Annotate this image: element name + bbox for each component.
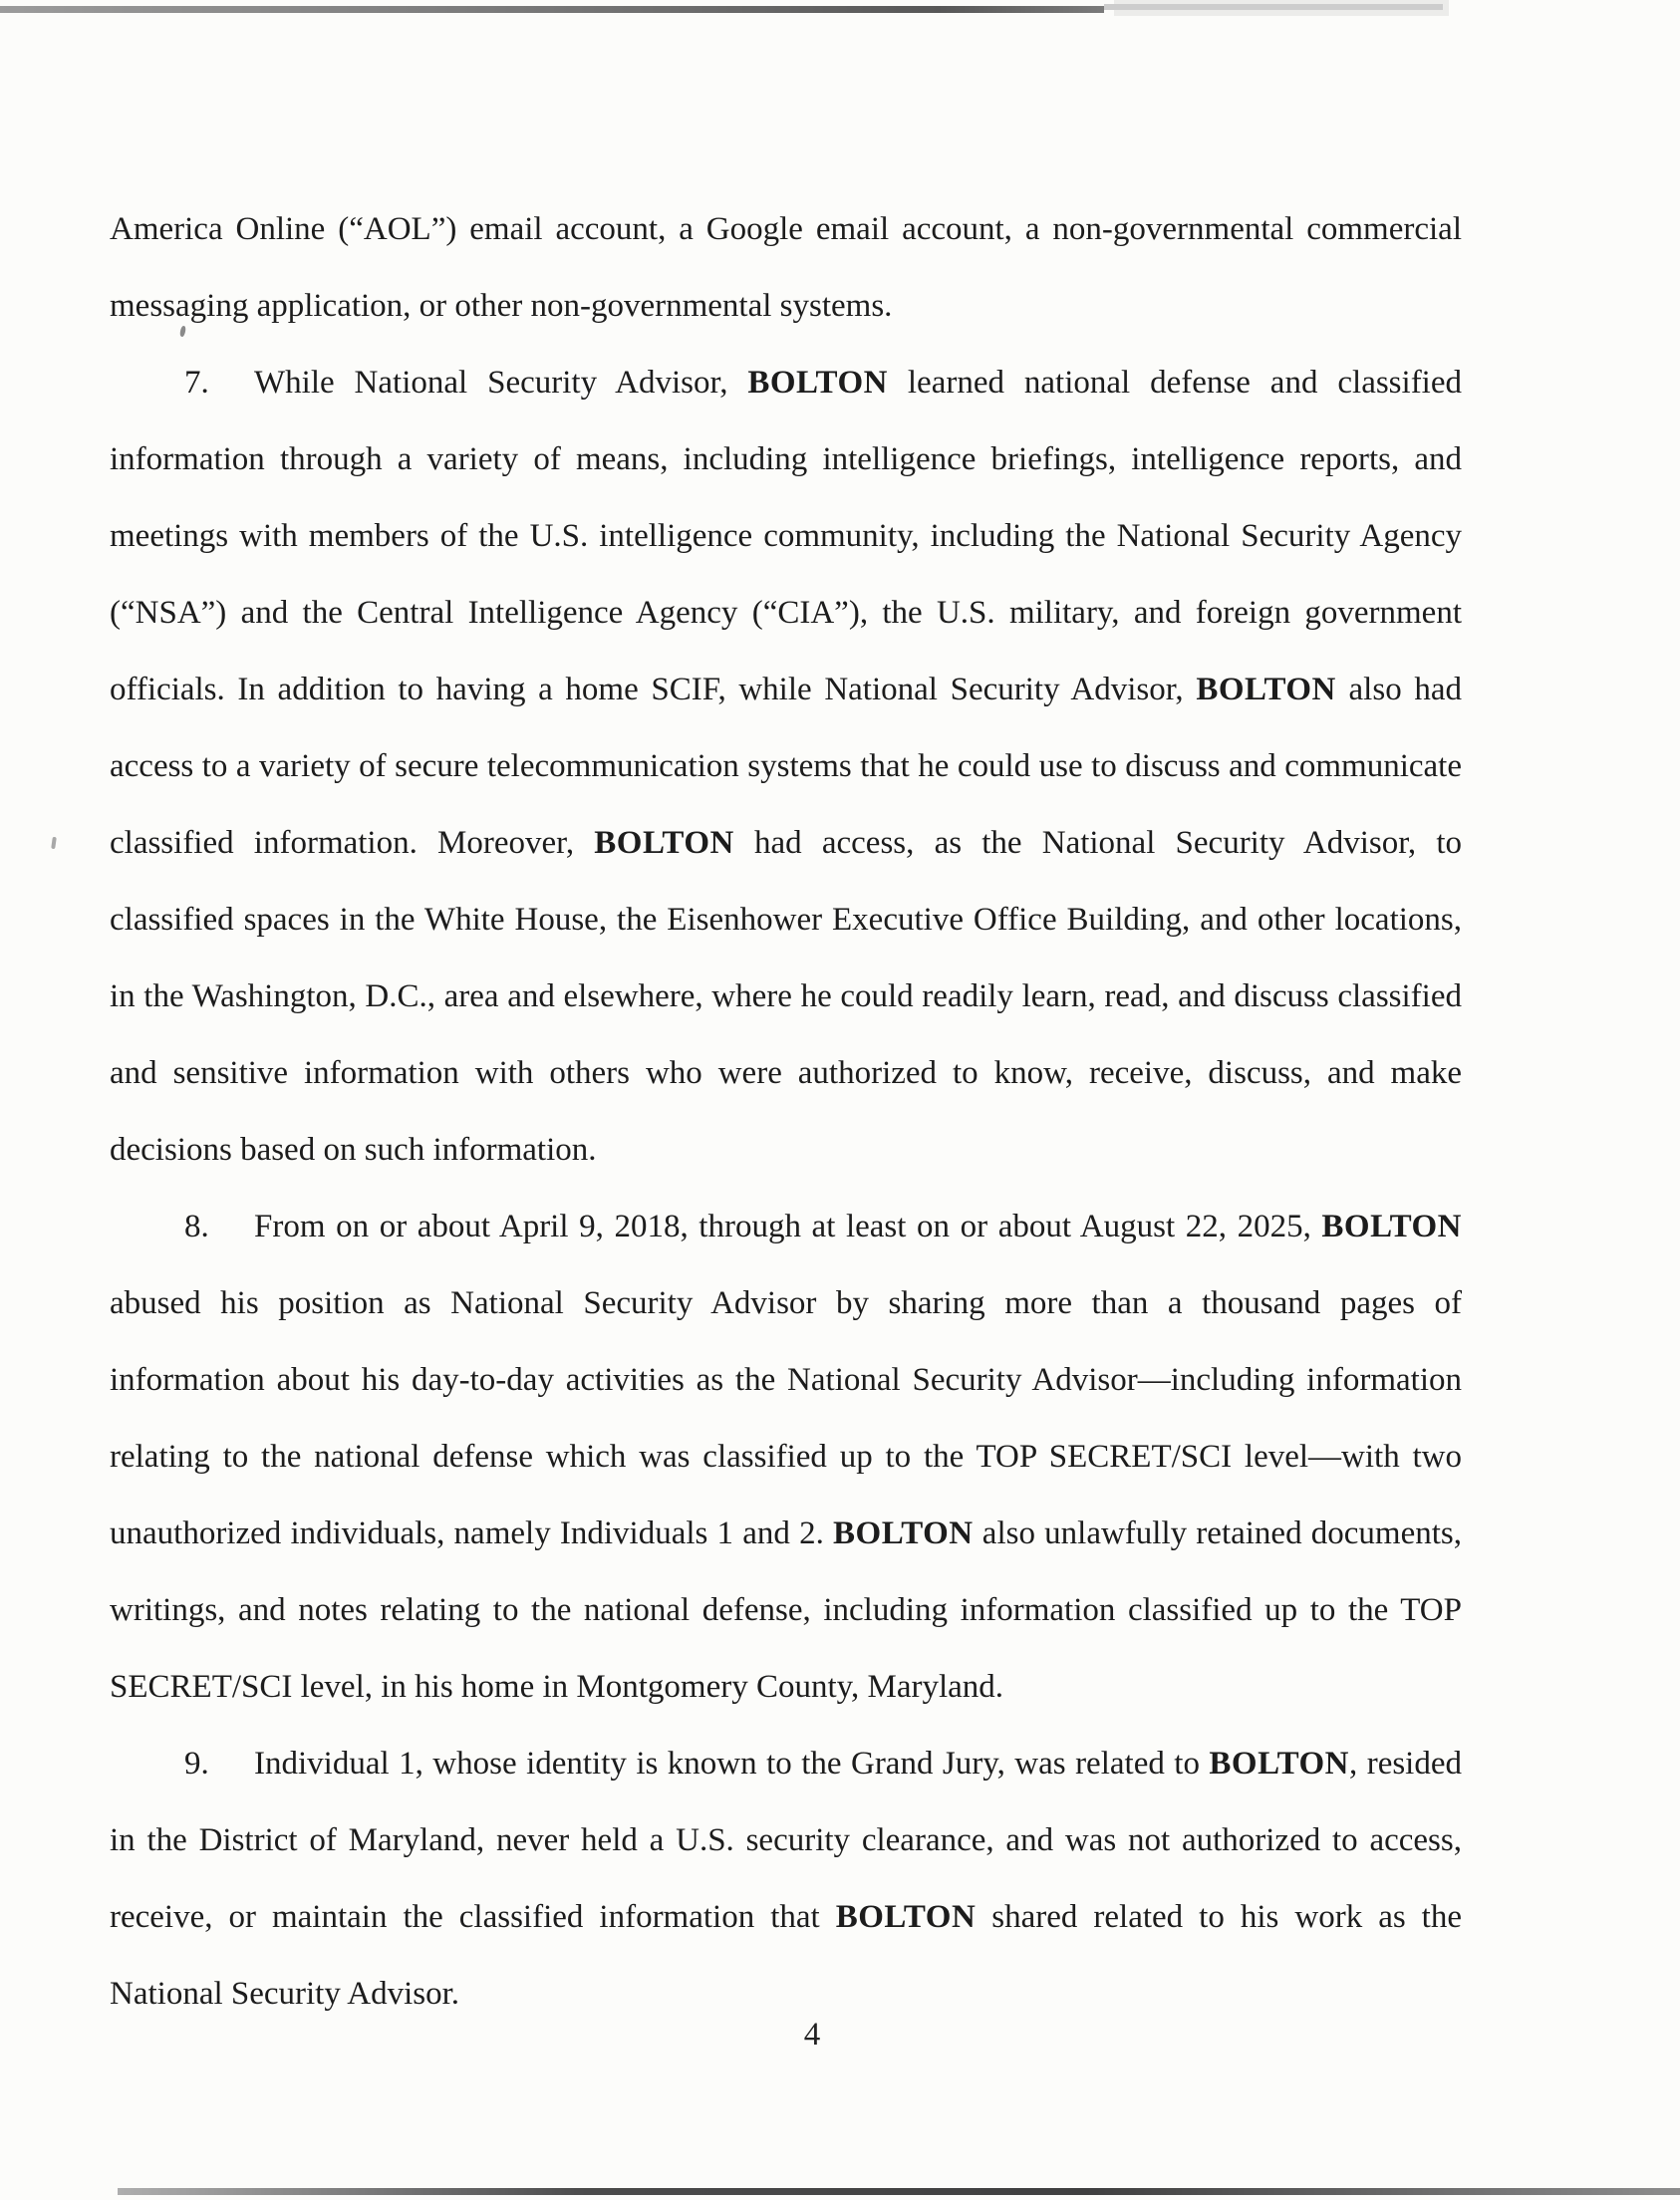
paragraph-9-number: 9. bbox=[184, 1746, 209, 1782]
paragraph-8-number: 8. bbox=[184, 1209, 209, 1244]
document-body-text bbox=[110, 191, 1462, 2033]
paragraph-7 bbox=[110, 345, 1462, 1189]
paragraph-6-continuation: America Online (“AOL”) email account, a Google email account, a non-governmental commercial messaging application, or other non-governmental systems. bbox=[110, 211, 1462, 324]
scan-artifact-bottom-line bbox=[118, 2188, 1680, 2195]
scan-artifact-top-line-light bbox=[1104, 4, 1443, 10]
paragraph-9 bbox=[110, 1726, 1462, 2033]
paragraph-8 bbox=[110, 1189, 1462, 1726]
paragraph-7-number: 7. bbox=[184, 365, 209, 401]
scan-artifact-top-line bbox=[0, 6, 1104, 13]
page-number: 4 bbox=[803, 2017, 821, 2053]
scan-artifact-speck bbox=[51, 837, 57, 849]
paragraph-9-text: Individual 1, whose identity is known to the Grand Jury, was related to BOLTON, resided in the District of Maryland, never held a U.S. security clearance, and was not authorized to access, receive, or maintain the classified information that BOLTON shared related to his work as the National Security Advisor. bbox=[110, 1746, 1463, 2012]
paragraph-8-text: From on or about April 9, 2018, through at least on or about August 22, 2025, BOLTON abused his position as National Security Advisor by sharing more than a thousand pages of information about his day-to-day activities as the National Security Advisor—including information relating to the national defense which was classified up to the TOP SECRET/SCI level—with two unauthorized individuals, namely Individuals 1 and 2. BOLTON also unlawfully retained documents, writings, and notes relating to the national defense, including information classified up to the TOP SECRET/SCI level, in his home in Montgomery County, Maryland. bbox=[110, 1209, 1462, 1705]
paragraph-7-text: While National Security Advisor, BOLTON learned national defense and classified information through a variety of means, including intelligence briefings, intelligence reports, and meetings with members of the U.S. intelligence community, including the National Security Agency (“NSA”) and the Central Intelligence Agency (“CIA”), the U.S. military, and foreign government officials. In addition to having a home SCIF, while National Security Advisor, BOLTON also had access to a variety of secure telecommunication systems that he could use to discuss and communicate classified information. Moreover, BOLTON had access, as the National Security Advisor, to classified spaces in the White House, the Eisenhower Executive Office Building, and other locations, in the Washington, D.C., area and elsewhere, where he could readily learn, read, and discuss classified and sensitive information with others who were authorized to know, receive, discuss, and make decisions based on such information. bbox=[110, 365, 1462, 1168]
